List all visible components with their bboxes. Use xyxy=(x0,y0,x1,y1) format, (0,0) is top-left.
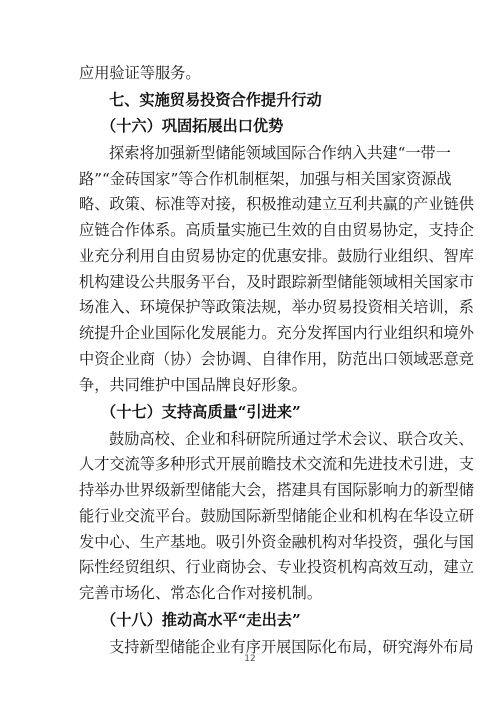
body-text-line: 际性经贸组织、行业商协会、专业投资机构高效互动，建立 xyxy=(79,558,474,577)
subsection-heading: （十六）巩固拓展出口优势 xyxy=(101,117,284,136)
body-text-line: 争，共同维护中国品牌良好形象。 xyxy=(79,375,307,394)
section-heading: 七、实施贸易投资合作提升行动 xyxy=(109,90,322,109)
body-text-line: 机构建设公共服务平台，及时跟踪新型储能领域相关国家市 xyxy=(79,272,474,291)
body-text-line: 探索将加强新型储能领域国际合作纳入共建“一带一 xyxy=(109,143,451,162)
body-text-line: 场准入、环境保护等政策法规，举办贸易投资相关培训，系 xyxy=(79,298,474,317)
body-text-line: 应用验证等服务。 xyxy=(79,64,201,82)
body-text-line: 支持新型储能企业有序开展国际化布局，研究海外布局 xyxy=(109,638,474,656)
body-text-line: 鼓励高校、企业和科研院所通过学术会议、联合攻关、 xyxy=(109,429,474,448)
body-text-line: 业充分利用自由贸易协定的优惠安排。鼓励行业组织、智库 xyxy=(79,246,474,265)
body-text-line: 中资企业商（协）会协调、自律作用，防范出口领域恶意竞 xyxy=(79,349,474,368)
body-text-line: 持举办世界级新型储能大会，搭建具有国际影响力的新型储 xyxy=(79,481,474,499)
body-text-line: 发中心、生产基地。吸引外资金融机构对华投资，强化与国 xyxy=(79,532,474,551)
body-text-line: 能行业交流平台。鼓励国际新型储能企业和机构在华设立研 xyxy=(79,506,474,525)
page-number: 12 xyxy=(244,654,256,664)
body-text-line: 略、政策、标准等对接，积极推动建立互利共赢的产业链供 xyxy=(79,195,474,214)
body-text-line: 人才交流等多种形式开展前瞻技术交流和先进技术引进，支 xyxy=(79,455,474,474)
body-text-line: 应链合作体系。高质量实施已生效的自由贸易协定，支持企 xyxy=(79,221,474,239)
body-text-line: 统提升企业国际化发展能力。充分发挥国内行业组织和境外 xyxy=(79,324,474,342)
body-text-line: 路”“金砖国家”等合作机制框架，加强与相关国家资源战 xyxy=(79,169,452,188)
subsection-heading: （十八）推动高水平“走出去” xyxy=(101,611,301,630)
subsection-heading: （十七）支持高质量“引进来” xyxy=(101,402,301,421)
body-text-line: 完善市场化、常态化合作对接机制。 xyxy=(79,584,322,602)
